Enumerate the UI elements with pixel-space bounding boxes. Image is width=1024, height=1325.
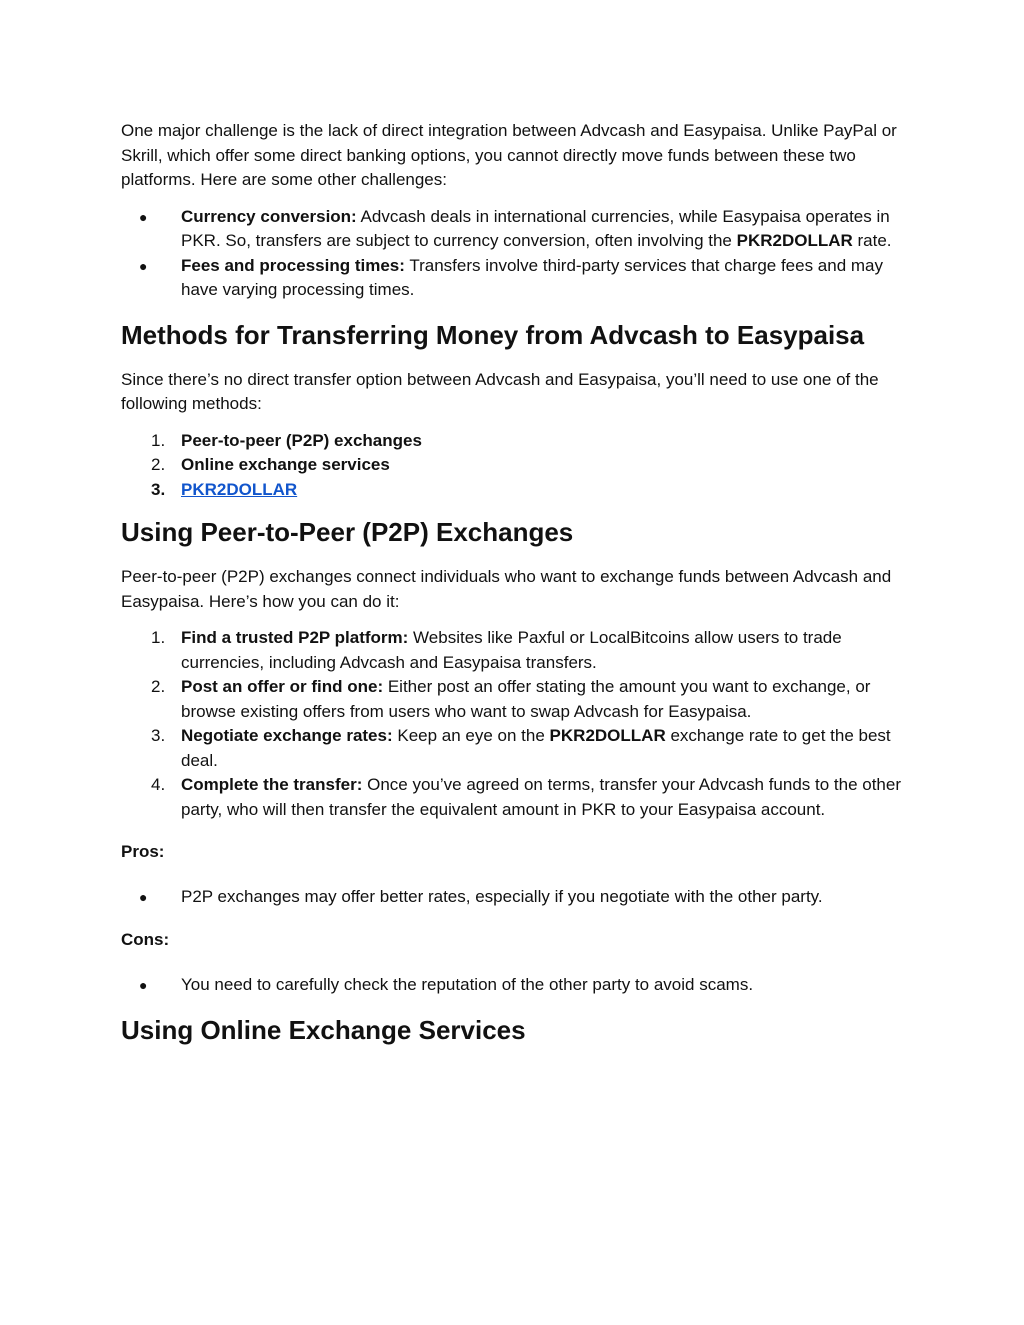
pkr2dollar-link[interactable]: PKR2DOLLAR (181, 479, 298, 499)
step-text: Websites like Paxful or LocalBitcoins allow users to trade currencies, including Advcash and Easypaisa transfers. (181, 628, 842, 672)
cons-list (121, 973, 911, 998)
step-text: Once you’ve agreed on terms, transfer your Advcash funds to the other party, who will then transfer the equivalent amount in PKR to your Easypaisa account. (181, 775, 902, 819)
method-label: Online exchange services (181, 455, 390, 474)
list-item (121, 429, 911, 454)
challenge-text: Transfers involve third-party services that charge fees and may have varying processing times. (181, 255, 884, 299)
p2p-intro: Peer-to-peer (P2P) exchanges connect individuals who want to exchange funds between Advcash and Easypaisa. Here’s how you can do it: (121, 567, 892, 611)
pros-label: Pros: (121, 842, 165, 861)
challenge-text-after: rate. (852, 231, 892, 250)
challenge-term: Fees and processing times: (181, 255, 405, 275)
list-item (121, 254, 911, 303)
list-number: 2. (151, 677, 166, 696)
step-text: Keep an eye on the (392, 726, 550, 745)
list-number: 3. (151, 479, 166, 499)
list-item (121, 478, 911, 503)
step-text-after: exchange rate to get the best deal. (181, 726, 891, 770)
pros-text: P2P exchanges may offer better rates, especially if you negotiate with the other party. (181, 886, 823, 906)
challenge-term: Currency conversion: (181, 206, 357, 226)
step-text: Either post an offer stating the amount you want to exchange, or browse existing offers from users who want to swap Advcash for Easypaisa. (181, 677, 871, 721)
bullet-icon: ● (139, 976, 148, 993)
list-item (121, 675, 911, 724)
methods-list (121, 429, 911, 503)
bullet-icon: ● (139, 888, 148, 905)
document-page (121, 119, 911, 1046)
list-number: 2. (151, 455, 166, 474)
bullet-icon: ● (139, 257, 148, 274)
challenge-text: Advcash deals in international currencies, while Easypaisa operates in PKR. So, transfers are subject to currency conversion, often involving the (181, 206, 890, 250)
list-item (121, 973, 911, 998)
methods-heading: Methods for Transferring Money from Advcash to Easypaisa (121, 319, 865, 350)
bullet-icon: ● (139, 208, 148, 225)
list-number: 3. (151, 726, 166, 745)
list-number: 1. (151, 628, 166, 647)
methods-intro: Since there’s no direct transfer option between Advcash and Easypaisa, you’ll need to use one of the following methods: (121, 369, 879, 413)
list-item (121, 453, 911, 478)
cons-label: Cons: (121, 930, 170, 949)
challenge-strong: PKR2DOLLAR (736, 231, 853, 250)
list-item (121, 205, 911, 254)
step-strong: PKR2DOLLAR (549, 726, 666, 745)
step-term: Find a trusted P2P platform: (181, 628, 409, 647)
intro-paragraph: One major challenge is the lack of direct integration between Advcash and Easypaisa. Unlike PayPal or Skrill, which offer some direct banking options, you cannot directly move funds between these two platforms. Here are some other challenges: (121, 121, 897, 189)
list-item (121, 724, 911, 773)
step-term: Negotiate exchange rates: (181, 726, 393, 745)
p2p-steps-list (121, 626, 911, 822)
step-term: Complete the transfer: (181, 775, 363, 794)
list-item (121, 885, 911, 910)
online-heading: Using Online Exchange Services (121, 1015, 526, 1045)
challenges-list (121, 205, 911, 303)
method-label: Peer-to-peer (P2P) exchanges (181, 430, 422, 450)
list-number: 4. (151, 775, 166, 794)
p2p-heading: Using Peer-to-Peer (P2P) Exchanges (121, 517, 574, 547)
step-term: Post an offer or find one: (181, 677, 384, 696)
list-item (121, 773, 911, 822)
pros-list (121, 885, 911, 910)
cons-text: You need to carefully check the reputation of the other party to avoid scams. (181, 974, 754, 994)
list-item (121, 626, 911, 675)
list-number: 1. (151, 430, 166, 450)
